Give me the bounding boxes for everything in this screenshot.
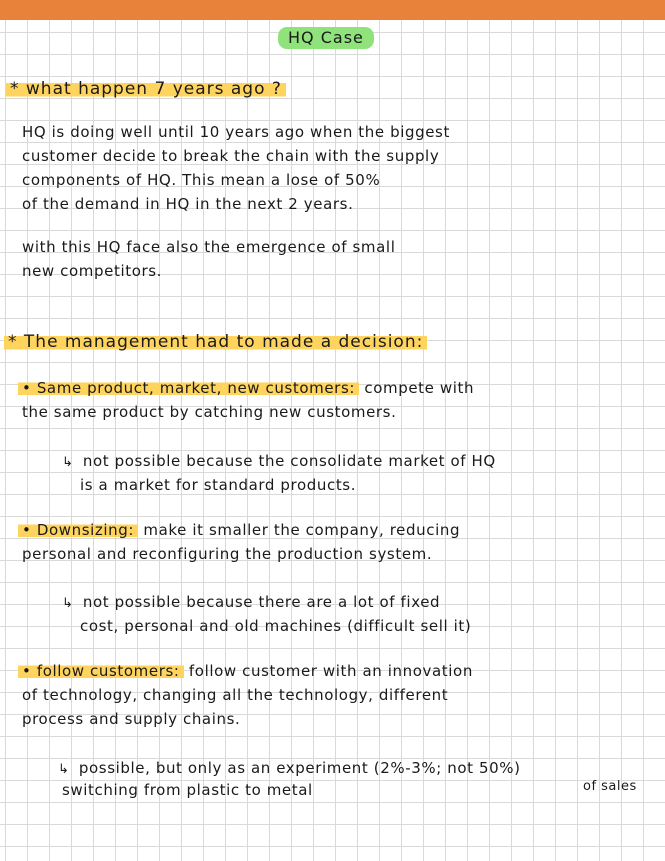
option-downsizing-result-1	[62, 591, 440, 615]
competitors-line-1: with this HQ face also the emergence of small	[22, 238, 396, 256]
history-line-4: of the demand in HQ in the next 2 years.	[22, 195, 354, 213]
history-line-2: customer decide to break the chain with the supply	[22, 147, 440, 165]
option-label-highlight: • Same product, market, new customers:	[18, 379, 359, 397]
option-downsizing-line-2: personal and reconfiguring the production system.	[22, 545, 433, 563]
page-title: HQ Case	[278, 27, 374, 49]
option-text: follow customer with an innovation	[188, 662, 473, 680]
result-text: possible, but only as an experiment (2%-3%; not 50%)	[78, 759, 521, 777]
arrow-icon: ↳	[62, 455, 74, 470]
arrow-icon: ↳	[62, 596, 74, 611]
option-same-product-result-2: is a market for standard products.	[80, 476, 357, 494]
option-follow-customers-result-1	[58, 757, 521, 781]
top-accent-bar	[0, 0, 665, 20]
option-same-product-line-2: the same product by catching new customers.	[22, 403, 397, 421]
history-line-3: components of HQ. This mean a lose of 50%	[22, 171, 381, 189]
option-downsizing	[18, 519, 460, 541]
result-text: not possible because there are a lot of fixed	[82, 593, 441, 611]
option-follow-customers	[18, 660, 473, 682]
note-page	[0, 20, 665, 861]
section-heading-decision	[4, 331, 427, 353]
option-follow-customers-line-2: of technology, changing all the technology, different	[22, 686, 449, 704]
result-text: not possible because the consolidate market of HQ	[82, 452, 496, 470]
option-same-product	[18, 377, 474, 399]
competitors-line-2: new competitors.	[22, 262, 163, 280]
section-heading-history	[6, 78, 286, 100]
option-text: compete with	[364, 379, 475, 397]
option-label-highlight: • Downsizing:	[18, 521, 138, 539]
history-line-1: HQ is doing well until 10 years ago when the biggest	[22, 123, 450, 141]
option-follow-customers-result-2: switching from plastic to metal	[62, 781, 313, 799]
option-downsizing-result-2: cost, personal and old machines (difficult sell it)	[80, 617, 472, 635]
side-note-of-sales: of sales	[583, 779, 637, 794]
option-text: make it smaller the company, reducing	[143, 521, 461, 539]
option-same-product-result-1	[62, 450, 496, 474]
heading-highlight: * what happen 7 years ago ?	[6, 79, 286, 99]
option-follow-customers-line-3: process and supply chains.	[22, 710, 241, 728]
option-label-highlight: • follow customers:	[18, 662, 184, 680]
heading-highlight: * The management had to made a decision:	[4, 332, 427, 352]
arrow-icon: ↳	[58, 762, 70, 777]
